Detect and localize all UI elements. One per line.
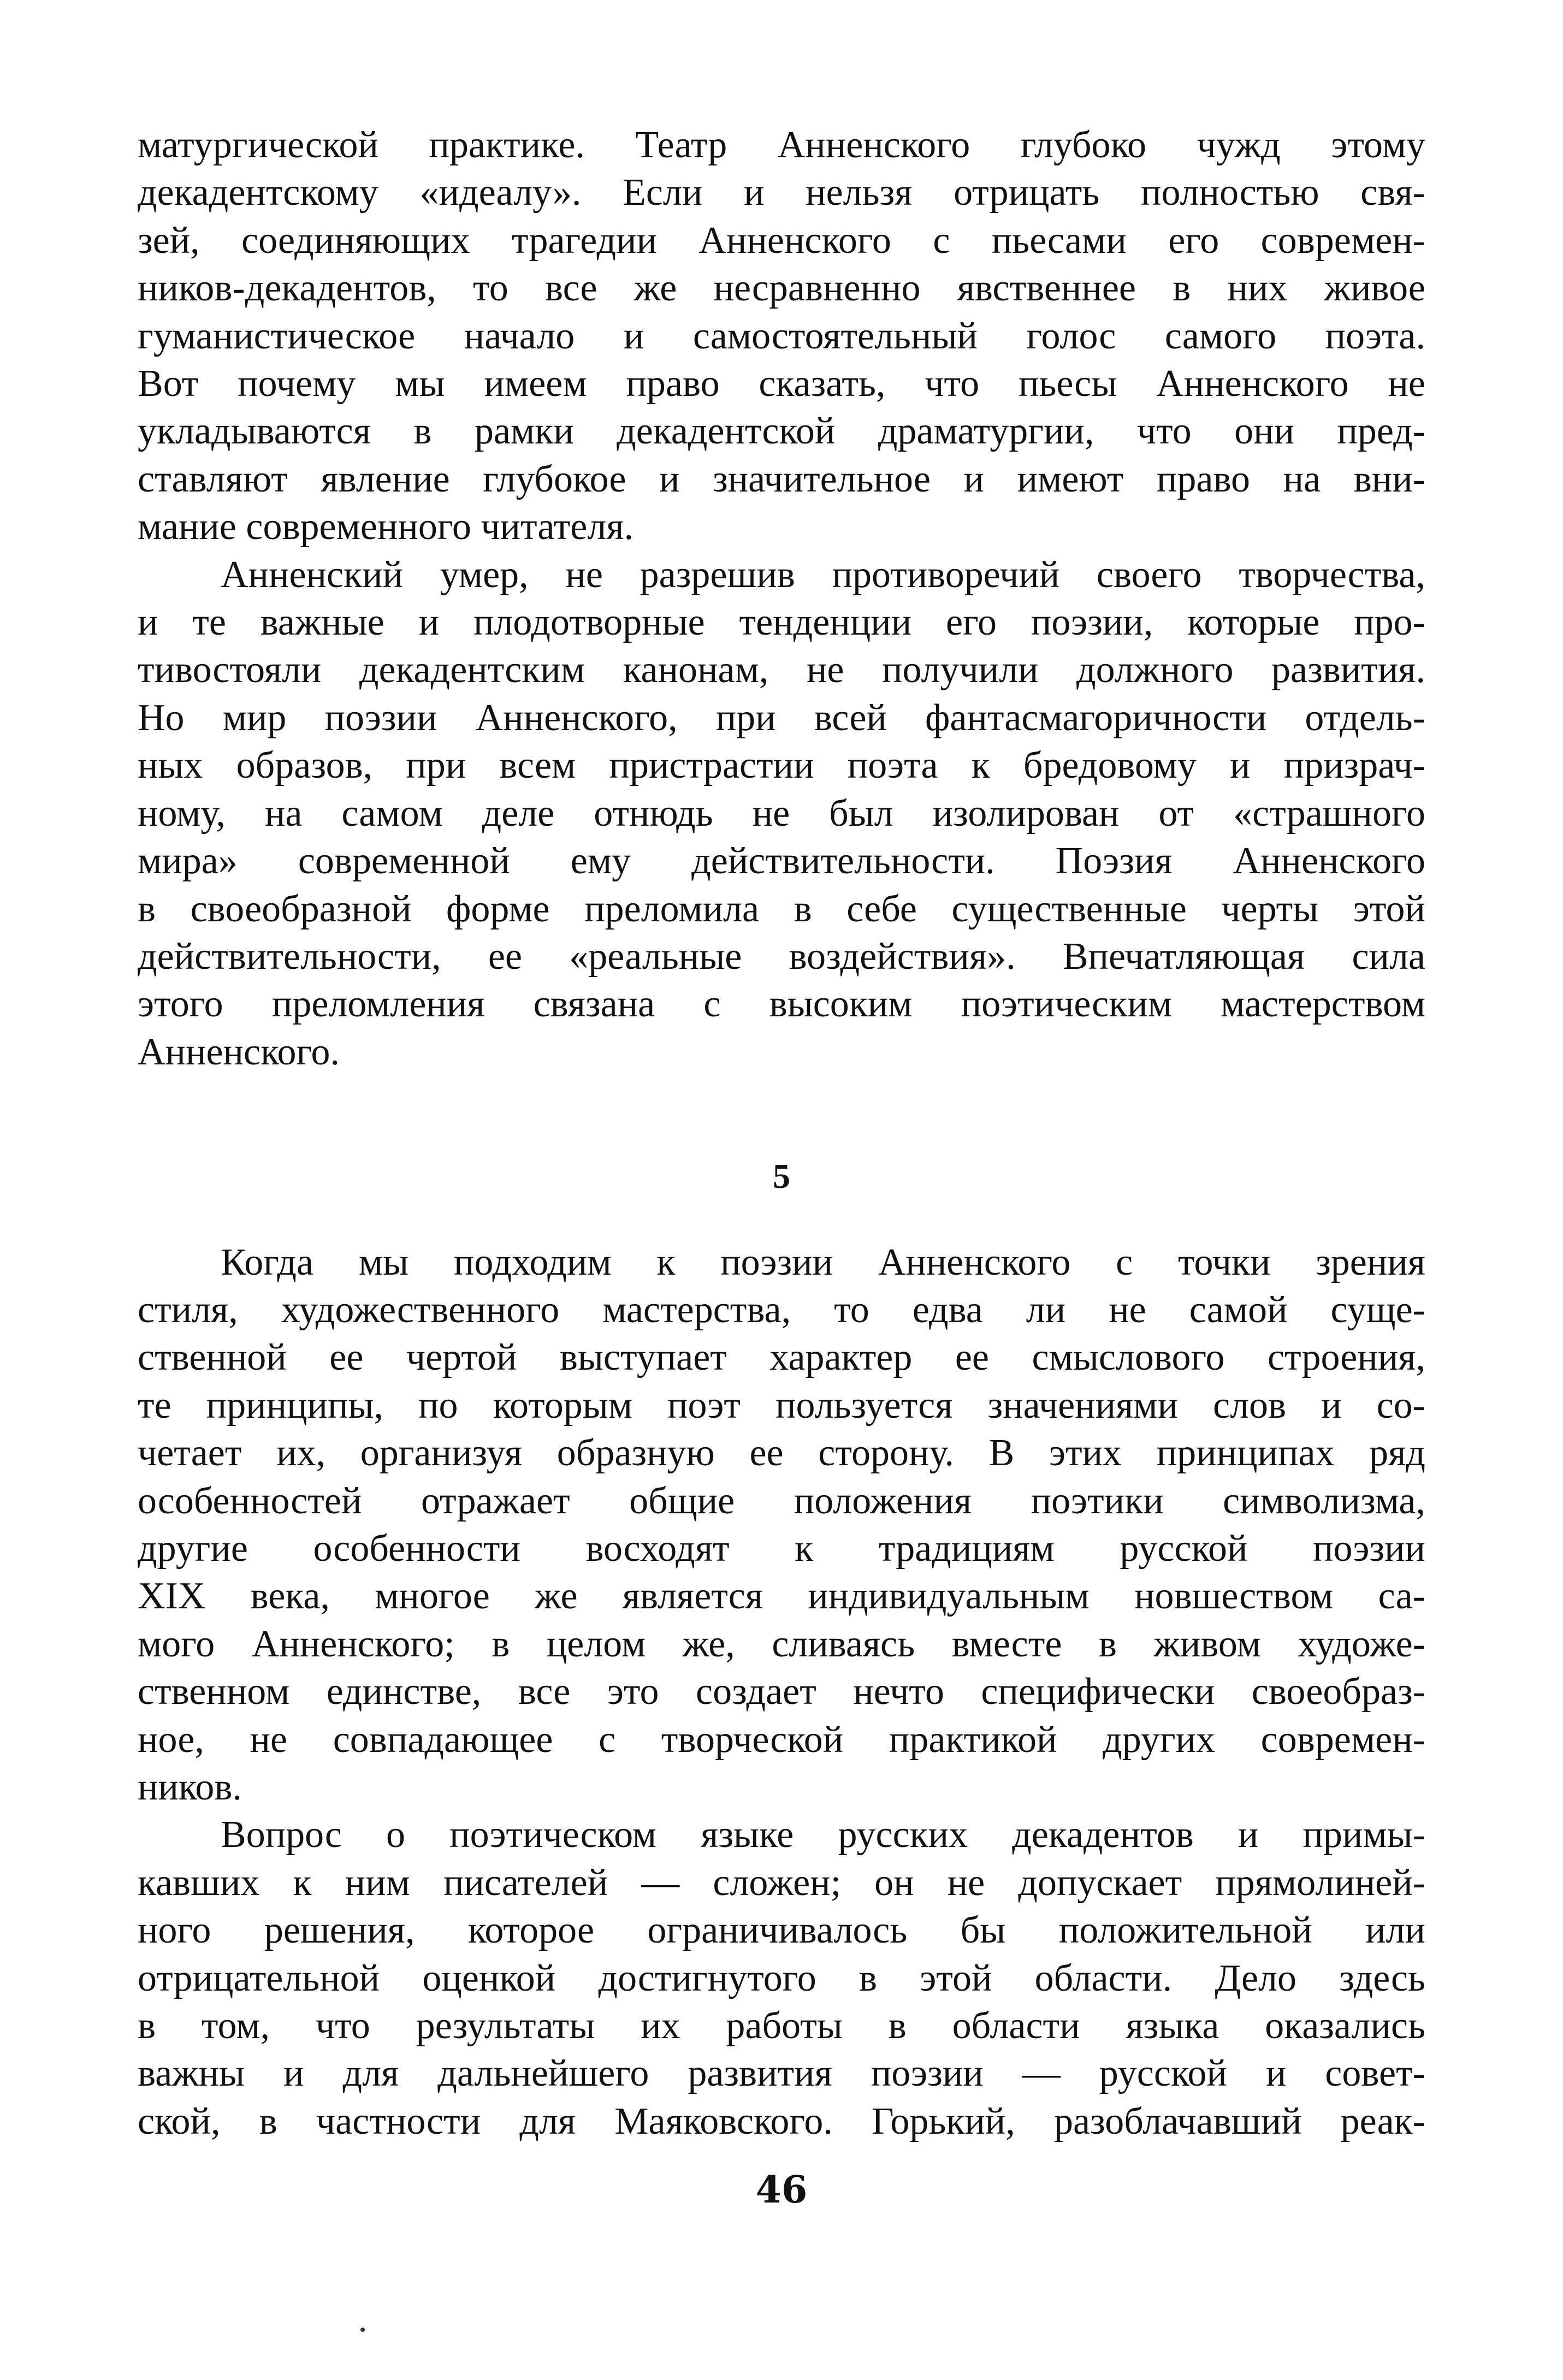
text-line: особенностей отражает общие положения поэтики символизма, [138,1479,1425,1522]
text-line: ному, на самом деле отнюдь не был изолирован от «страшного [138,792,1425,834]
text-line: Вопрос о поэтическом языке русских декадентов и примы- [221,1814,1425,1856]
text-line: кавших к ним писателей — сложен; он не допускает прямолиней- [138,1861,1425,1904]
text-line: ное, не совпадающее с творческой практикой других современ- [138,1718,1425,1761]
text-line: ской, в частности для Маяковского. Горький, разоблачавший реак- [138,2100,1425,2142]
text-line: ставляют явление глубокое и значительное и имеют право на вни- [138,458,1425,500]
text-line: Когда мы подходим к поэзии Анненского с точки зрения [221,1241,1425,1283]
text-line: гуманистическое начало и самостоятельный голос самого поэта. [138,315,1425,357]
text-line: этого преломления связана с высоким поэтическим мастерством [138,983,1425,1026]
text-line: укладываются в рамки декадентской драматургии, что они пред- [138,410,1425,453]
text-line: действительности, ее «реальные воздействия». Впечатляющая сила [138,935,1425,978]
text-line: зей, соединяющих трагедии Анненского с пьесами его современ- [138,219,1425,262]
paragraph-2 [138,551,1425,1076]
text-line: XIX века, многое же является индивидуальным новшеством са- [138,1575,1425,1618]
text-line: ников-декадентов, то все же несравненно явственнее в них живое [138,267,1425,310]
text-line: и те важные и плодотворные тенденции его поэзии, которые про- [138,601,1425,644]
paragraph-3 [138,1239,1425,1811]
page-body [138,121,1425,2145]
text-line: Анненский умер, не разрешив противоречий своего творчества, [221,553,1425,596]
text-line: те принципы, по которым поэт пользуется значениями слов и со- [138,1384,1425,1426]
print-speck [360,2328,365,2332]
text-line: мого Анненского; в целом же, сливаясь вместе в живом художе- [138,1623,1425,1665]
text-line: ственном единстве, все это создает нечто специфически своеобраз- [138,1671,1425,1713]
section-number: 5 [773,1157,790,1196]
text-line: стиля, художественного мастерства, то едва ли не самой суще- [138,1288,1425,1331]
text-line: тивостояли декадентским канонам, не получили должного развития. [138,649,1425,691]
text-line: Вот почему мы имеем право сказать, что пьесы Анненского не [138,363,1425,405]
text-line: отрицательной оценкой достигнутого в этой области. Дело здесь [138,1957,1425,1999]
page-number: 46 [755,2168,808,2212]
text-line: мира» современной ему действительности. Поэзия Анненского [138,840,1425,883]
text-line: ников. [138,1766,242,1808]
text-line: Но мир поэзии Анненского, при всей фантасмагоричности отдель- [138,696,1425,739]
text-line: в своеобразной форме преломила в себе существенные черты этой [138,887,1425,930]
paragraph-1 [138,121,1425,551]
text-line: в том, что результаты их работы в области языка оказались [138,2005,1425,2047]
text-line: мание современного читателя. [138,506,634,548]
text-line: матургической практике. Театр Анненского глубоко чужд этому [138,124,1425,166]
text-line: ственной ее чертой выступает характер ее смыслового строения, [138,1336,1425,1379]
text-line: ного решения, которое ограничивалось бы положительной или [138,1909,1425,1952]
text-line: четает их, организуя образную ее сторону. В этих принципах ряд [138,1432,1425,1475]
text-line: важны и для дальнейшего развития поэзии — русской и совет- [138,2052,1425,2095]
text-line: Анненского. [138,1031,340,1073]
text-line: декадентскому «идеалу». Если и нельзя отрицать полностью свя- [138,171,1425,214]
text-line: ных образов, при всем пристрастии поэта к бредовому и призрач- [138,744,1425,787]
text-line: другие особенности восходят к традициям русской поэзии [138,1527,1425,1570]
paragraph-4 [138,1811,1425,2145]
